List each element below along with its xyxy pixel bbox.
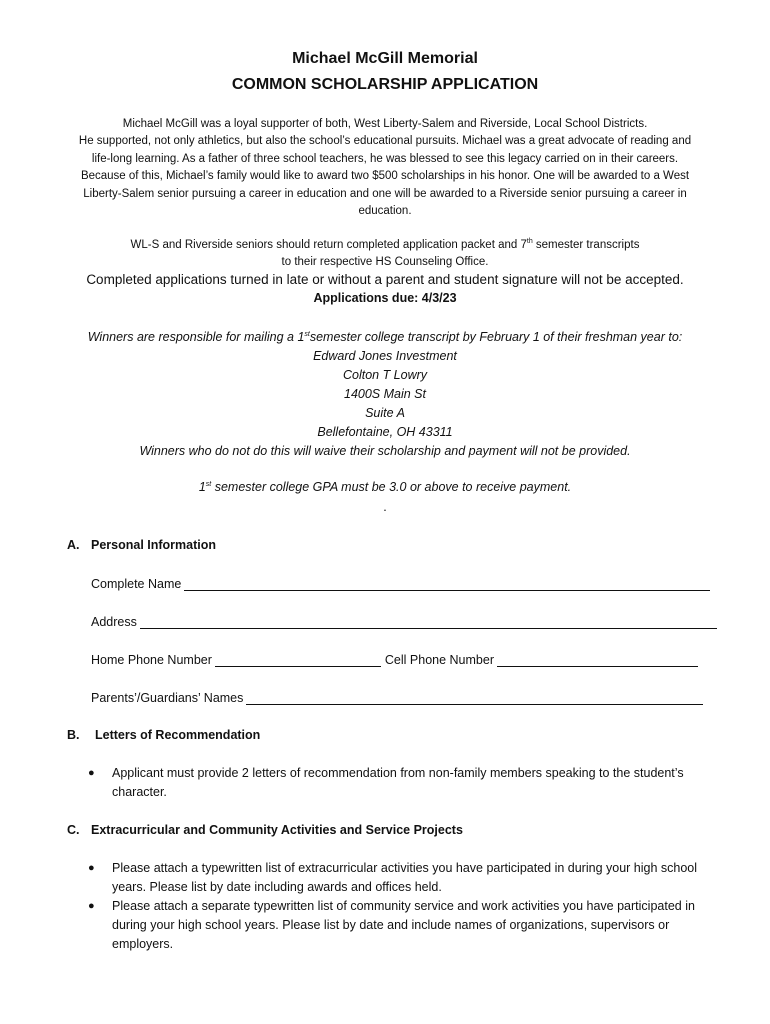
- phone-fields: [91, 652, 698, 667]
- separator-dot: .: [383, 500, 387, 514]
- section-letter: C.: [67, 823, 80, 837]
- section-title: Extracurricular and Community Activities and Service Projects: [91, 823, 463, 837]
- winners-text-post: semester college transcript by February 1 of their freshman year to:: [309, 330, 683, 344]
- return-text-pre: WL-S and Riverside seniors should return completed application packet and 7: [130, 239, 527, 251]
- complete-name-field: [91, 576, 710, 591]
- late-notice: Completed applications turned in late or without a parent and student signature will not be accepted.: [86, 272, 684, 287]
- winners-line: [0, 328, 770, 347]
- section-letter: A.: [67, 538, 80, 552]
- field-label: Complete Name: [91, 577, 182, 591]
- section-a-heading: [67, 538, 216, 552]
- intro-line: education.: [358, 205, 412, 218]
- section-letter: B.: [67, 728, 80, 742]
- due-date: Applications due: 4/3/23: [313, 291, 457, 305]
- parents-field: [91, 690, 703, 705]
- return-instructions: [0, 237, 770, 271]
- gpa-requirement: [0, 480, 770, 494]
- return-text-post: semester transcripts: [532, 239, 640, 251]
- bullet-icon: ●: [88, 900, 95, 912]
- bullet-icon: ●: [88, 862, 95, 874]
- parents-input[interactable]: [246, 690, 703, 705]
- list-item: [88, 764, 728, 802]
- section-title: Letters of Recommendation: [95, 728, 261, 742]
- gpa-text-post: semester college GPA must be 3.0 or above to receive payment.: [211, 480, 572, 494]
- address-input[interactable]: [140, 614, 717, 629]
- return-line-2: to their respective HS Counseling Office.: [281, 256, 489, 268]
- memorial-title: Michael McGill Memorial: [292, 50, 478, 67]
- application-title: COMMON SCHOLARSHIP APPLICATION: [231, 76, 539, 93]
- intro-line: Because of this, Michael’s family would like to award two $500 scholarships in his honor. One will be awarded to a West: [80, 170, 690, 183]
- mailing-address-line: Suite A: [365, 406, 405, 420]
- intro-line: He supported, not only athletics, but also the school’s educational pursuits. Michael was a great advocate of reading and: [78, 135, 692, 148]
- list-item: [88, 859, 728, 897]
- intro-line: Michael McGill was a loyal supporter of both, West Liberty-Salem and Riverside, Local School Districts.: [122, 118, 648, 130]
- intro-paragraph: [38, 116, 732, 220]
- section-b-heading: [67, 728, 260, 742]
- recommendation-list: [88, 764, 728, 802]
- address-field: [91, 614, 717, 629]
- winners-text-pre: Winners are responsible for mailing a 1: [87, 330, 305, 344]
- list-item: [88, 897, 728, 954]
- return-line-1: [0, 237, 770, 254]
- section-c-heading: [67, 823, 463, 837]
- intro-line: Liberty-Salem senior pursuing a career in education and one will be awarded to a Riverside senior pursuing a career in: [83, 187, 687, 200]
- field-label: Home Phone Number: [91, 653, 212, 667]
- mailing-address-line: Colton T Lowry: [342, 368, 428, 382]
- mailing-address-line: Bellefontaine, OH 43311: [317, 425, 453, 439]
- cell-phone-input[interactable]: [497, 652, 698, 667]
- list-item-text: Please attach a separate typewritten list of community service and work activities you have participated in during your high school years. Please list by date and include names of organizations, supervisors or employers.: [112, 899, 695, 951]
- superscript: th: [526, 238, 533, 246]
- gpa-text-pre: 1: [198, 480, 206, 494]
- activities-list: [88, 859, 728, 954]
- field-label: Cell Phone Number: [384, 653, 494, 667]
- winners-block: [0, 328, 770, 461]
- field-label: Parents’/Guardians’ Names: [91, 691, 244, 705]
- list-item-text: Applicant must provide 2 letters of recommendation from non-family members speaking to the student’s character.: [112, 766, 684, 799]
- section-title: Personal Information: [91, 538, 217, 552]
- complete-name-input[interactable]: [184, 576, 710, 591]
- waive-notice: Winners who do not do this will waive their scholarship and payment will not be provided.: [139, 444, 631, 458]
- superscript: st: [205, 480, 212, 488]
- mailing-address-line: Edward Jones Investment: [313, 349, 457, 363]
- superscript: st: [304, 330, 310, 338]
- intro-line: life-long learning. As a father of three school teachers, he was blessed to see this legacy carried on in their careers.: [91, 152, 679, 165]
- mailing-address-line: 1400S Main St: [344, 387, 426, 401]
- field-label: Address: [91, 615, 137, 629]
- list-item-text: Please attach a typewritten list of extracurricular activities you have participated in during your high school years. Please list by date including awards and offices held.: [112, 861, 698, 894]
- home-phone-input[interactable]: [215, 652, 381, 667]
- bullet-icon: ●: [88, 767, 95, 779]
